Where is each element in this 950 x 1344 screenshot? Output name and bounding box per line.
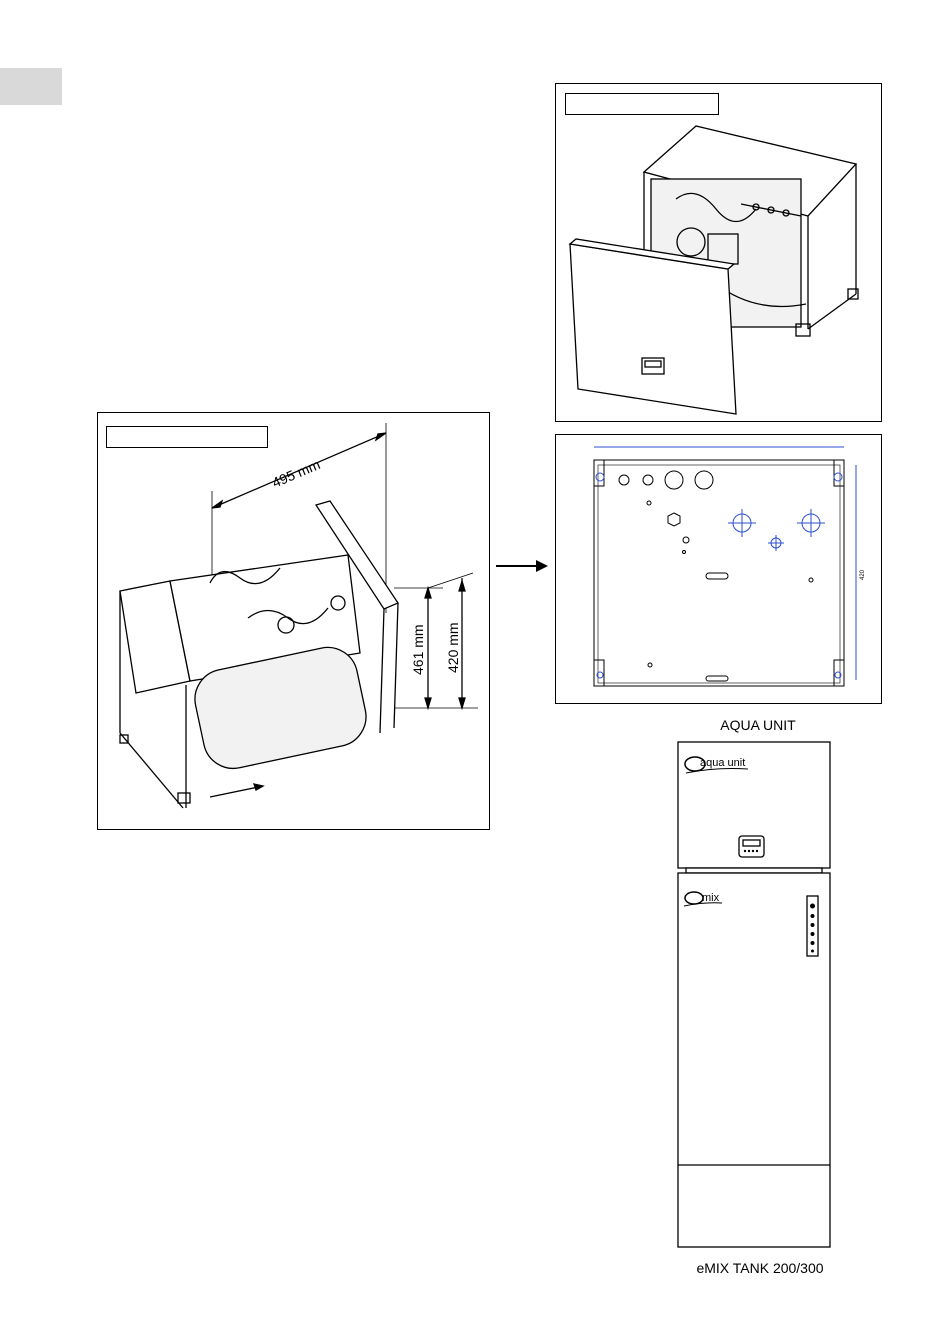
figure-back-plate-drawing (555, 434, 882, 704)
dim-width-495: 495 mm (269, 456, 323, 491)
dim-height-461: 461 mm (410, 624, 426, 675)
figure-hydraulic-frame (97, 412, 490, 830)
dim-height-420: 420 mm (445, 622, 461, 673)
stacked-units-illustration (676, 740, 832, 1250)
caption-aqua-unit: AQUA UNIT (720, 717, 796, 733)
frame-illustration (98, 413, 491, 831)
back-plate-svg (556, 435, 883, 705)
arrow-right-icon (494, 556, 552, 576)
dim-420-small: 420 (860, 569, 866, 580)
figure-panel-removal (555, 83, 882, 422)
emix-logo-text: mix (702, 892, 720, 904)
caption-emix-tank: eMIX TANK 200/300 (696, 1260, 824, 1276)
unit-open-illustration (556, 84, 883, 423)
page-side-tab (0, 68, 62, 105)
aqua-unit-logo-text: aqua unit (700, 757, 746, 769)
